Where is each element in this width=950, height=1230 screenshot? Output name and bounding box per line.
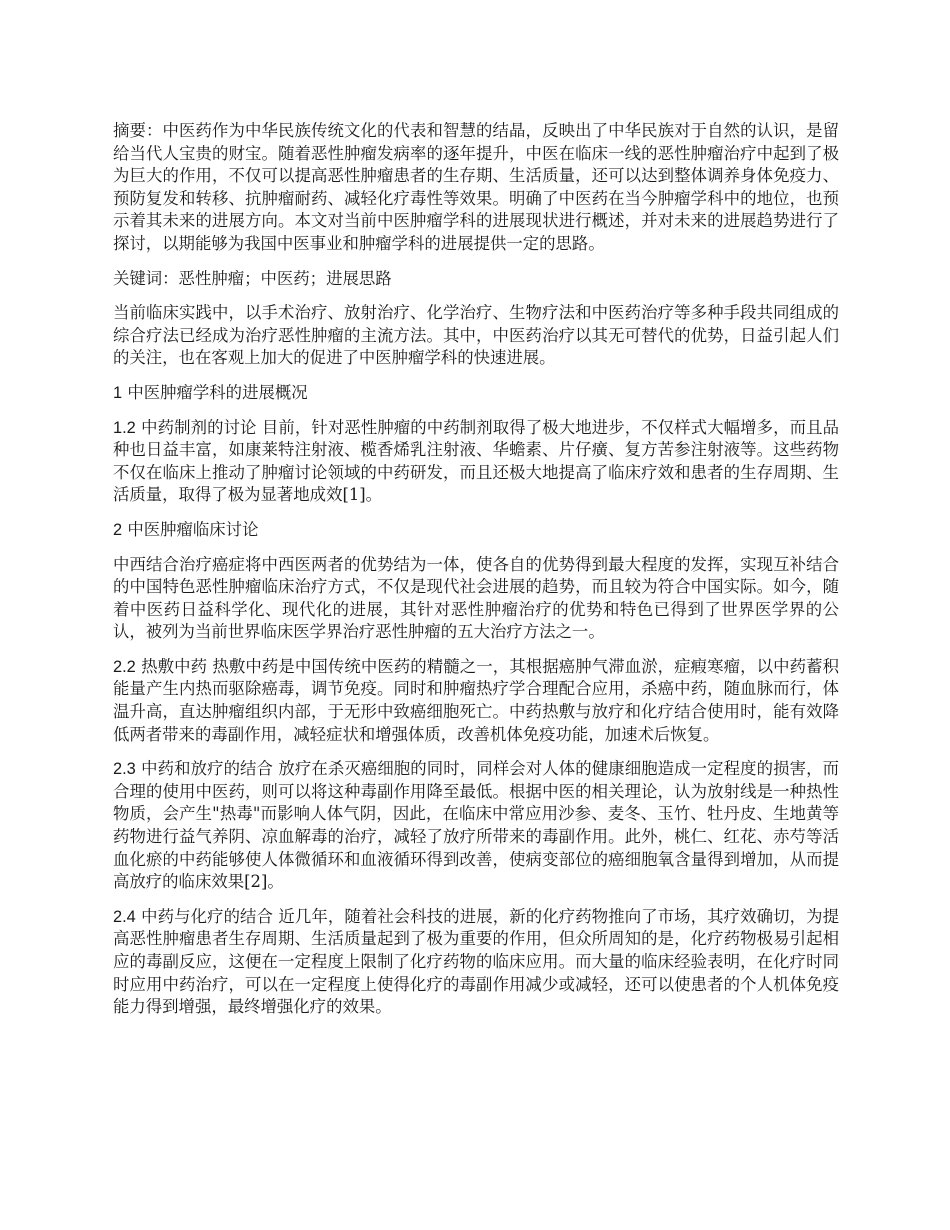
paragraph-1-2: [113, 417, 839, 507]
paragraph-text: 热敷中药 热敷中药是中国传统中医药的精髓之一，其根据癌肿气滞血淤，症瘕寒瘤，以中药蓄积能量产生内热而驱除癌毒，调节免疫。同时和肿瘤热疗学合理配合应用，杀癌中药，随血脉而行，体温升高，直达肿瘤组织内部，于无形中致癌细胞死亡。中药热敷与放疗和化疗结合使用时，能有效降低两者带来的毒副作用，减轻症状和增强体质，改善机体免疫功能，加速术后恢复。: [113, 656, 839, 744]
section-number: 1: [113, 383, 123, 402]
intro-paragraph: 当前临床实践中，以手术治疗、放射治疗、化学治疗、生物疗法和中医药治疗等多种手段共同组成的综合疗法已经成为治疗恶性肿瘤的主流方法。其中，中医药治疗以其无可替代的优势，日益引起人们的关注，也在客观上加大的促进了中医肿瘤学科的快速进展。: [113, 303, 839, 368]
paragraph-2-3: [113, 758, 839, 894]
paragraph-text: 中西结合治疗癌症将中西医两者的优势结为一体，使各自的优势得到最大程度的发挥，实现互补结合的中国特色恶性肿瘤临床治疗方式，不仅是现代社会进展的趋势，而且较为符合中国实际。如今，随着中医药日益科学化、现代化的进展，其针对恶性肿瘤治疗的优势和特色已得到了世界医学界的公认，被列为当前世界临床医学界治疗恶性肿瘤的五大治疗方法之一。: [113, 554, 839, 642]
paragraph-2-intro: [113, 554, 839, 644]
paragraph-2-2: [113, 656, 839, 746]
paragraph-text: 中药和放疗的结合 放疗在杀灭癌细胞的同时，同样会对人体的健康细胞造成一定程度的损害，而合理的使用中医药，则可以将这种毒副作用降至最低。根据中医的相关理论，认为放射线是一种热性物质，会产生"热毒"而影响人体气阴，因此，在临床中常应用沙参、麦冬、玉竹、牡丹皮、生地黄等药物进行益气养阴、凉血解毒的治疗，减轻了放疗所带来的毒副作用。此外，桃仁、红花、赤芍等活血化瘀的中药能够使人体微循环和血液循环得到改善，使病变部位的癌细胞氧含量得到增加，从而提高放疗的临床效果[2]。: [113, 759, 839, 892]
section-title: 中医肿瘤学科的进展概况: [122, 382, 308, 402]
paragraph-number: 2.4: [113, 907, 136, 926]
paragraph-text: 中药制剂的讨论 目前，针对恶性肿瘤的中药制剂取得了极大地进步，不仅样式大幅增多，而且品种也日益丰富，如康莱特注射液、榄香烯乳注射液、华蟾素、片仔癀、复方苦参注射液等。这些药物不仅在临床上推动了肿瘤讨论领域的中药研发，而且还极大地提高了临床疗效和患者的生存周期、生活质量，取得了极为显著地成效[1]。: [113, 417, 839, 505]
abstract-paragraph: 摘要：中医药作为中华民族传统文化的代表和智慧的结晶，反映出了中华民族对于自然的认识，是留给当代人宝贵的财宝。随着恶性肿瘤发病率的逐年提升，中医在临床一线的恶性肿瘤治疗中起到了极为巨大的作用，不仅可以提高恶性肿瘤患者的生存期、生活质量，还可以达到整体调养身体免疫力、预防复发和转移、抗肿瘤耐药、减轻化疗毒性等效果。明确了中医药在当今肿瘤学科中的地位，也预示着其未来的进展方向。本文对当前中医肿瘤学科的进展现状进行概述，并对未来的进展趋势进行了探讨，以期能够为我国中医事业和肿瘤学科的进展提供一定的思路。: [113, 121, 839, 253]
keywords-line: 关键词：恶性肿瘤；中医药；进展思路: [113, 268, 392, 288]
section-heading-1: [113, 382, 839, 405]
paragraph-number: 2.3: [113, 760, 136, 779]
document-page: [113, 120, 839, 1031]
paragraph-2-4: [113, 906, 839, 1019]
section-title: 中医肿瘤临床讨论: [122, 519, 259, 539]
paragraph-text: 中药与化疗的结合 近几年，随着社会科技的进展，新的化疗药物推向了市场，其疗效确切，为提高恶性肿瘤患者生存周期、生活质量起到了极为重要的作用，但众所周知的是，化疗药物极易引起相应的毒副反应，这便在一定程度上限制了化疗药物的临床应用。而大量的临床经验表明，在化疗时同时应用中药治疗，可以在一定程度上使得化疗的毒副作用减少或减轻，还可以使患者的个人机体免疫能力得到增强，最终增强化疗的效果。: [113, 906, 839, 1017]
paragraph-number: 2.2: [113, 657, 136, 676]
section-number: 2: [113, 520, 123, 539]
section-heading-2: [113, 519, 839, 542]
paragraph-number: 1.2: [113, 418, 136, 437]
